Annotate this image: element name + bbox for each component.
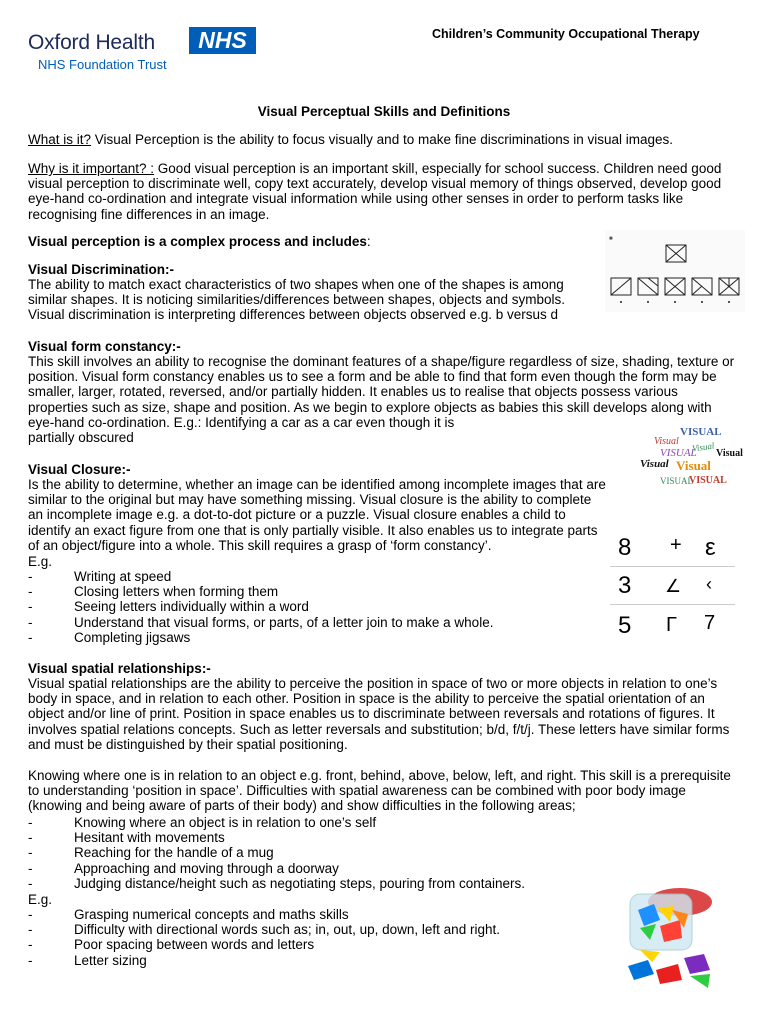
form-constancy-heading: Visual form constancy:- [28, 339, 181, 354]
visual-word: Visual [716, 448, 743, 459]
digit: ∠ [665, 576, 682, 596]
digit: 8 [618, 534, 632, 561]
digit: ‹ [706, 574, 712, 594]
what-paragraph [28, 132, 740, 147]
closure-eg: E.g. [28, 554, 53, 569]
visual-word: Visual [640, 458, 669, 470]
why-label: Why is it important? : [28, 161, 155, 176]
nhs-logo-badge: NHS [189, 27, 256, 54]
digit: + [670, 534, 682, 556]
spatial-text-2: Knowing where one is in relation to an object e.g. front, behind, above, below, left, and right. This skill is a prerequisite to understanding ‘position in space’. Difficulties with spatial awareness can be combined with poor body image (knowing and being aware of parts of their body) and show difficulties in the following areas; [28, 768, 731, 814]
closure-heading: Visual Closure:- [28, 462, 131, 477]
complex-heading: Visual perception is a complex process and includes: [28, 234, 371, 249]
discrimination-text: The ability to match exact characteristics of two shapes when one of the shapes is among similar shapes. It is noticing similarities/differences between shapes, objects and symbols. Visual discrimination is interpreting differences between objects observed e.g. b versus d [28, 277, 566, 323]
digit: Г [666, 614, 677, 636]
why-paragraph [28, 161, 740, 222]
closure-digit-grid [610, 530, 735, 642]
visual-word: Visual [654, 436, 679, 447]
visual-word: VISUAL [660, 447, 697, 459]
closure-text: Is the ability to determine, whether an image can be identified among incomplete images that are similar to the original but may have something missing. Visual closure is the ability to complete an incomplete image e.g. a dot-to-dot picture or a puzzle. Visual closure enables a child to identify an exact figure from one that is only partially visible. It also enables us to integrate parts of an object/figure into a whole. This skill requires a grasp of ‘form constancy’. [28, 477, 606, 553]
digit: 3 [618, 572, 632, 599]
digit: 7 [704, 612, 716, 634]
page-title: Visual Perceptual Skills and Definitions [257, 104, 511, 119]
discrimination-shapes-figure [605, 230, 745, 312]
service-name: Children’s Community Occupational Therapy [432, 27, 700, 41]
spatial-heading: Visual spatial relationships:- [28, 661, 211, 676]
visual-word: Visual [691, 440, 715, 454]
figure-marker: ■ [609, 236, 613, 242]
what-text: Visual Perception is the ability to focus visually and to make fine discriminations in visual images. [91, 132, 674, 147]
form-constancy-text-end: partially obscured [28, 430, 134, 445]
figure-background [605, 230, 745, 312]
what-label: What is it? [28, 132, 92, 147]
visual-word: VISUAL [689, 475, 727, 486]
spatial-text: Visual spatial relationships are the ability to perceive the position in space of two or more objects in relation to one’s body in space, and in relation to each other. Position in space is the ability to perceive the spatial orientation of an object and/or line of print. Position in space enables us to discriminate between reversals and rotations of figures. It involves spatial relations concepts. Such as letter reversals and substitution; b/d, f/t/j. These letters have similar forms and must be distinguished by their spatial positioning. [28, 676, 730, 752]
visual-word: Visual [676, 458, 711, 473]
org-name: Oxford Health [28, 31, 155, 54]
digit: ε [705, 534, 716, 561]
pattern-blocks-image [620, 880, 720, 992]
visual-word: VISUAL [660, 476, 693, 486]
spatial-eg: E.g. [28, 892, 53, 907]
why-text: Good visual perception is an important skill, especially for school success. Children need good visual perception to discriminate well, copy text accurately, develop visual memory of things observed, develop good eye-hand co-ordination and integrate visual information while using other senses in order to perform tasks like recognising fine differences in an image. [28, 161, 722, 222]
org-subtitle: NHS Foundation Trust [38, 57, 167, 72]
visual-word: VISUAL [680, 426, 722, 438]
digit: 5 [618, 612, 632, 639]
discrimination-heading: Visual Discrimination:- [28, 262, 175, 277]
form-constancy-text: This skill involves an ability to recognise the dominant features of a shape/figure regardless of size, shading, texture or position. Visual form constancy enables us to see a form and be able to find that form even though the form may be smaller, larger, rotated, reversed, and/or partially hidden. It enables us to realise that objects possess various properties such as size, shape and position. As we begin to explore objects as babies this skill develops along with eye-hand co-ordination. E.g.: Identifying a car as a car even though it is [28, 354, 735, 430]
